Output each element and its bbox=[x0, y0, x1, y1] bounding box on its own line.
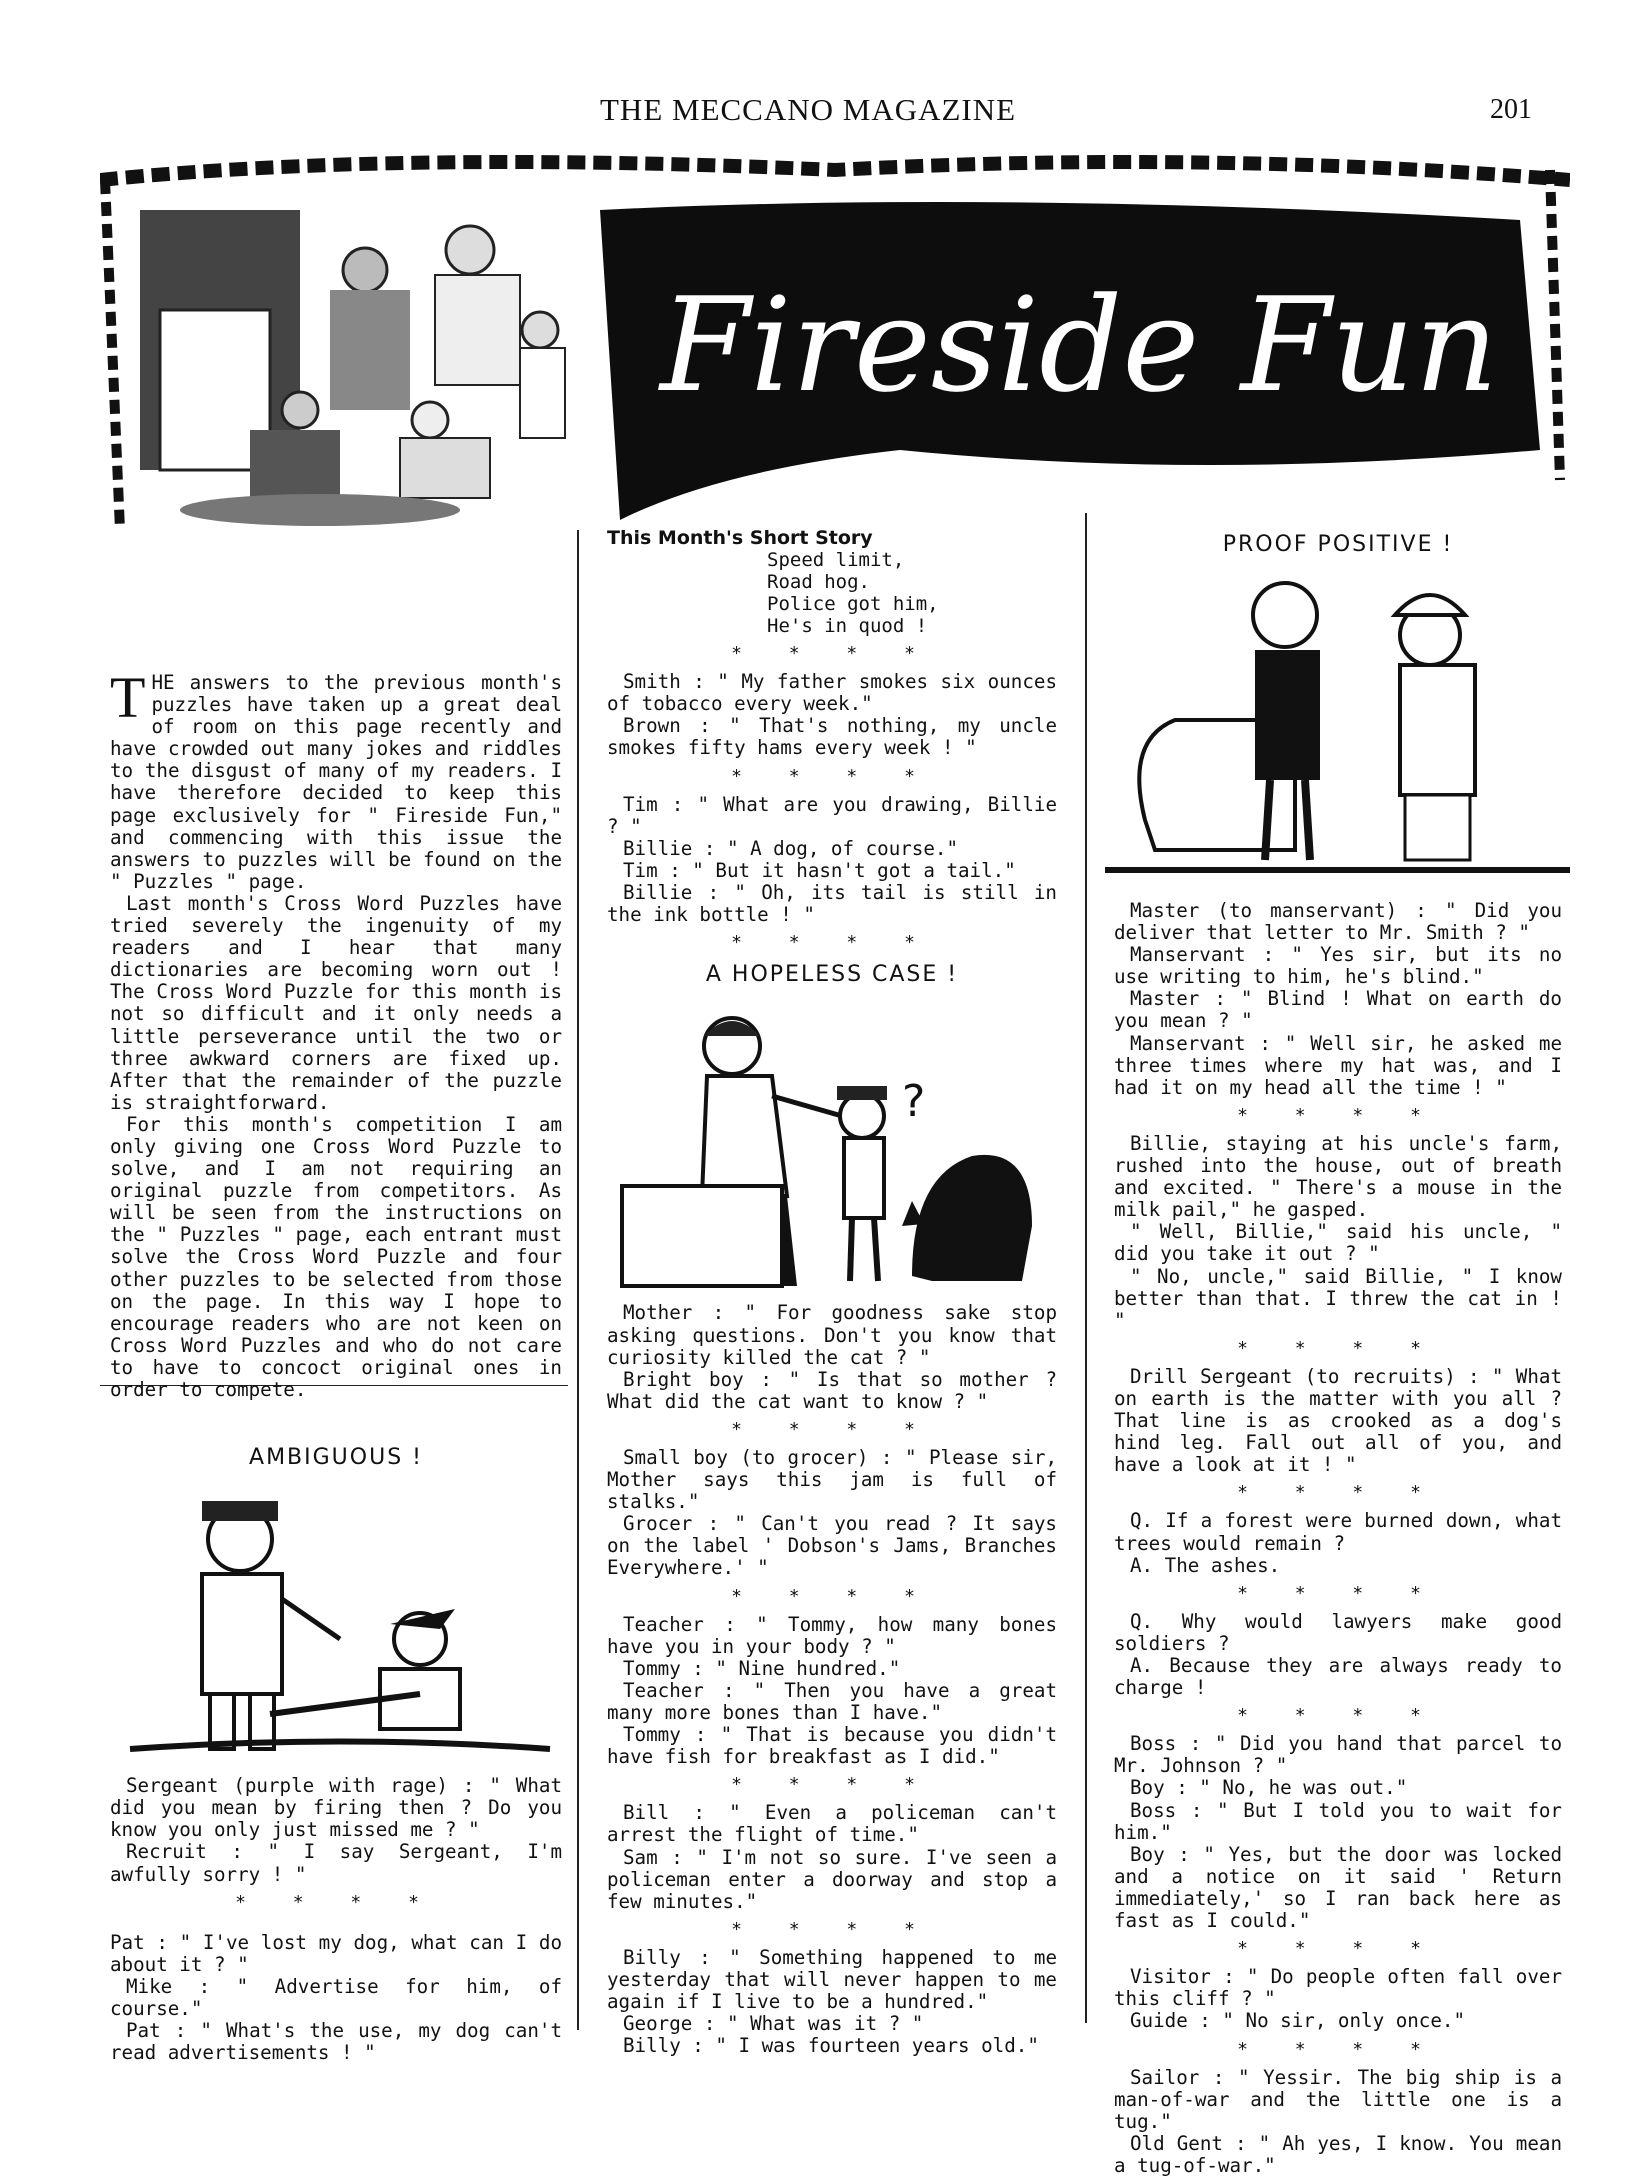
pat-line-2: Mike : " Advertise for him, of course." bbox=[110, 1974, 562, 2021]
separator-stars: * * * * bbox=[731, 1585, 933, 1607]
farm-line-1: Billie, staying at his uncle's farm, rushed into the house, out of breath and excited. " There's a mouse in the milk pail," he gasped. bbox=[1114, 1131, 1562, 1222]
lawyer-question: Q. Why would lawyers make good soldiers ? bbox=[1114, 1609, 1562, 1655]
teacher-line-1: Teacher : " Tommy, how many bones have you in your body ? " bbox=[607, 1612, 1057, 1658]
pat-line-1: Pat : " I've lost my dog, what can I do about it ? " bbox=[110, 1930, 562, 1976]
boss-line-2: Boy : " No, he was out." bbox=[1130, 1776, 1408, 1800]
boss-line-1: Boss : " Did you hand that parcel to Mr. Johnson ? " bbox=[1114, 1732, 1562, 1778]
separator-stars: * * * * bbox=[1237, 1582, 1439, 1604]
separator-stars: * * * * bbox=[731, 1774, 933, 1796]
page-header bbox=[0, 92, 1633, 132]
tim-line-3: Tim : " But it hasn't got a tail." bbox=[623, 858, 1016, 882]
separator-stars: * * * * bbox=[1237, 2038, 1439, 2060]
intro-paragraph-1: THE answers to the previous month's puzzles have taken up a great deal of room on this page recently and have crowded out many jokes and riddles to the disgust of many of my readers. I have therefore decided to keep this page exclusively for " Fireside Fun," and commencing with this issue the answers to puzzles will be found on the " Puzzles " page. bbox=[110, 665, 562, 893]
page-number: 201 bbox=[1490, 94, 1532, 125]
separator-stars: * * * * bbox=[731, 1918, 933, 1940]
column-rule-2 bbox=[1085, 513, 1087, 2023]
mother-line-1: Mother : " For goodness sake stop asking questions. Don't you know that curiosity killed the cat ? " bbox=[607, 1301, 1057, 1369]
farm-line-2: " Well, Billie," said his uncle, " did you take it out ? " bbox=[1114, 1220, 1562, 1266]
svg-text:?: ? bbox=[902, 1076, 926, 1128]
pat-line-3: Pat : " What's the use, my dog can't read advertisements ! " bbox=[110, 2019, 562, 2065]
grocer-line-1: Small boy (to grocer) : " Please sir, Mother says this jam is full of stalks." bbox=[607, 1445, 1057, 1514]
poem-line: Police got him, bbox=[767, 593, 939, 616]
bill-line-2: Sam : " I'm not so sure. I've seen a policeman enter a doorway and stop a few minutes." bbox=[607, 1845, 1057, 1913]
short-story-heading: This Month's Short Story bbox=[607, 527, 873, 549]
tim-line-4: Billie : " Oh, its tail is still in the ink bottle ! " bbox=[607, 881, 1057, 927]
forest-question: Q. If a forest were burned down, what trees would remain ? bbox=[1114, 1509, 1562, 1555]
ambiguous-heading: AMBIGUOUS ! bbox=[249, 1445, 423, 1471]
ambiguous-line-2: Recruit : " I say Sergeant, I'm awfully sorry ! " bbox=[110, 1840, 562, 1886]
master-line-3: Master : " Blind ! What on earth do you mean ? " bbox=[1114, 987, 1562, 1033]
lawyer-answer: A. Because they are always ready to charge ! bbox=[1114, 1654, 1562, 1700]
sailor-line-2: Old Gent : " Ah yes, I know. You mean a tug-of-war." bbox=[1114, 2131, 1562, 2177]
grocer-line-2: Grocer : " Can't you read ? It says on the label ' Dobson's Jams, Branches Everywhere.' " bbox=[607, 1512, 1057, 1580]
separator-stars: * * * * bbox=[731, 765, 933, 787]
tim-line-2: Billie : " A dog, of course." bbox=[623, 836, 959, 860]
master-line-4: Manservant : " Well sir, he asked me three times where my hat was, and I had it on my head all the time ! " bbox=[1114, 1031, 1562, 1099]
bill-line-1: Bill : " Even a policeman can't arrest the flight of time." bbox=[607, 1801, 1057, 1847]
separator-stars: * * * * bbox=[731, 932, 933, 954]
drop-cap: T bbox=[110, 665, 146, 730]
drill-line-1: Drill Sergeant (to recruits) : " What on earth is the matter with you all ? That line is as crooked as a dog's hind leg. Fall out all of you, and have a look at it ! " bbox=[1114, 1364, 1562, 1477]
separator-stars: * * * * bbox=[1237, 1938, 1439, 1960]
intro-paragraph-2: Last month's Cross Word Puzzles have tried severely the ingenuity of my readers and I hear that many dictionaries are becoming worn out ! The Cross Word Puzzle for this month is not so difficult and it only needs a little perseverance until the two or three awkward corners are fixed up. After that the remainder of the puzzle is straightforward. bbox=[110, 891, 562, 1114]
poem-line: He's in quod ! bbox=[767, 615, 928, 638]
forest-answer: A. The ashes. bbox=[1130, 1553, 1281, 1577]
ambiguous-line-1: Sergeant (purple with rage) : " What did you mean by firing then ? Do you know you only just missed me ? " bbox=[110, 1774, 562, 1842]
billy-line-3: Billy : " I was fourteen years old." bbox=[623, 2034, 1039, 2058]
column-rule-1 bbox=[577, 530, 579, 2030]
boss-line-4: Boy : " Yes, but the door was locked and a notice on it said ' Return immediately,' so I ran back here as fast as I could." bbox=[1114, 1842, 1562, 1933]
sergeant-recruit-illustration bbox=[110, 1479, 570, 1769]
banner-title: Fireside Fun bbox=[660, 269, 1499, 421]
poem-line: Speed limit, bbox=[767, 549, 905, 572]
master-line-1: Master (to manservant) : " Did you deliver that letter to Mr. Smith ? " bbox=[1114, 899, 1562, 945]
magazine-title: THE MECCANO MAGAZINE bbox=[600, 92, 1017, 127]
column-3 bbox=[1114, 900, 1562, 2177]
sailor-line-1: Sailor : " Yessir. The big ship is a man-of-war and the little one is a tug." bbox=[1114, 2065, 1562, 2133]
farm-line-3: " No, uncle," said Billie, " I know better than that. I threw the cat in ! " bbox=[1114, 1264, 1562, 1332]
proof-positive-heading: PROOF POSITIVE ! bbox=[1222, 532, 1454, 557]
column-2 bbox=[607, 527, 1057, 2057]
separator-stars: * * * * bbox=[1237, 1337, 1439, 1359]
mother-line-2: Bright boy : " Is that so mother ? What did the cat want to know ? " bbox=[607, 1367, 1057, 1413]
banner-illustration bbox=[100, 150, 1570, 550]
visitor-line-1: Visitor : " Do people often fall over this cliff ? " bbox=[1114, 1965, 1562, 2011]
master-manservant-illustration bbox=[1105, 560, 1570, 885]
separator-stars: * * * * bbox=[731, 1418, 933, 1440]
billy-line-2: George : " What was it ? " bbox=[623, 2012, 924, 2036]
hopeless-case-heading: A HOPELESS CASE ! bbox=[705, 962, 959, 988]
billy-line-1: Billy : " Something happened to me yesterday that will never happen to me again if I live to be a hundred." bbox=[607, 1945, 1057, 2014]
separator-stars: * * * * bbox=[235, 1891, 437, 1913]
separator-stars: * * * * bbox=[1237, 1104, 1439, 1126]
intro-paragraph-3: For this month's competition I am only giving one Cross Word Puzzle to solve, and I am not requiring an original puzzle from competitors. As will be seen from the instructions on the " Puzzles " page, each entrant must solve the Cross Word Puzzle and four other puzzles to be selected from those on the page. In this way I hope to encourage readers who are not keen on Cross Word Puzzles and who do not care to have to concoct original ones in order to compete. bbox=[110, 1112, 562, 1401]
short-story-poem bbox=[767, 549, 1057, 637]
tim-line-1: Tim : " What are you drawing, Billie ? " bbox=[607, 792, 1057, 838]
mother-boy-cat-illustration bbox=[612, 996, 1052, 1296]
smith-line-2: Brown : " That's nothing, my uncle smokes fifty hams every week ! " bbox=[607, 714, 1057, 760]
boss-line-3: Boss : " But I told you to wait for him." bbox=[1114, 1798, 1562, 1844]
column-1 bbox=[110, 665, 562, 2065]
fireside-fun-banner bbox=[100, 150, 1570, 550]
teacher-line-4: Tommy : " That is because you didn't have fish for breakfast as I did." bbox=[607, 1723, 1057, 1769]
separator-stars: * * * * bbox=[1237, 1482, 1439, 1504]
visitor-line-2: Guide : " No sir, only once." bbox=[1130, 2009, 1466, 2033]
master-line-2: Manservant : " Yes sir, but its no use writing to him, he's blind." bbox=[1114, 943, 1562, 989]
teacher-line-3: Teacher : " Then you have a great many more bones than I have." bbox=[607, 1678, 1057, 1724]
separator-stars: * * * * bbox=[1237, 1705, 1439, 1727]
teacher-line-2: Tommy : " Nine hundred." bbox=[623, 1656, 901, 1680]
poem-line: Road hog. bbox=[767, 571, 870, 594]
separator-stars: * * * * bbox=[731, 643, 933, 665]
smith-line-1: Smith : " My father smokes six ounces of tobacco every week." bbox=[607, 670, 1057, 716]
